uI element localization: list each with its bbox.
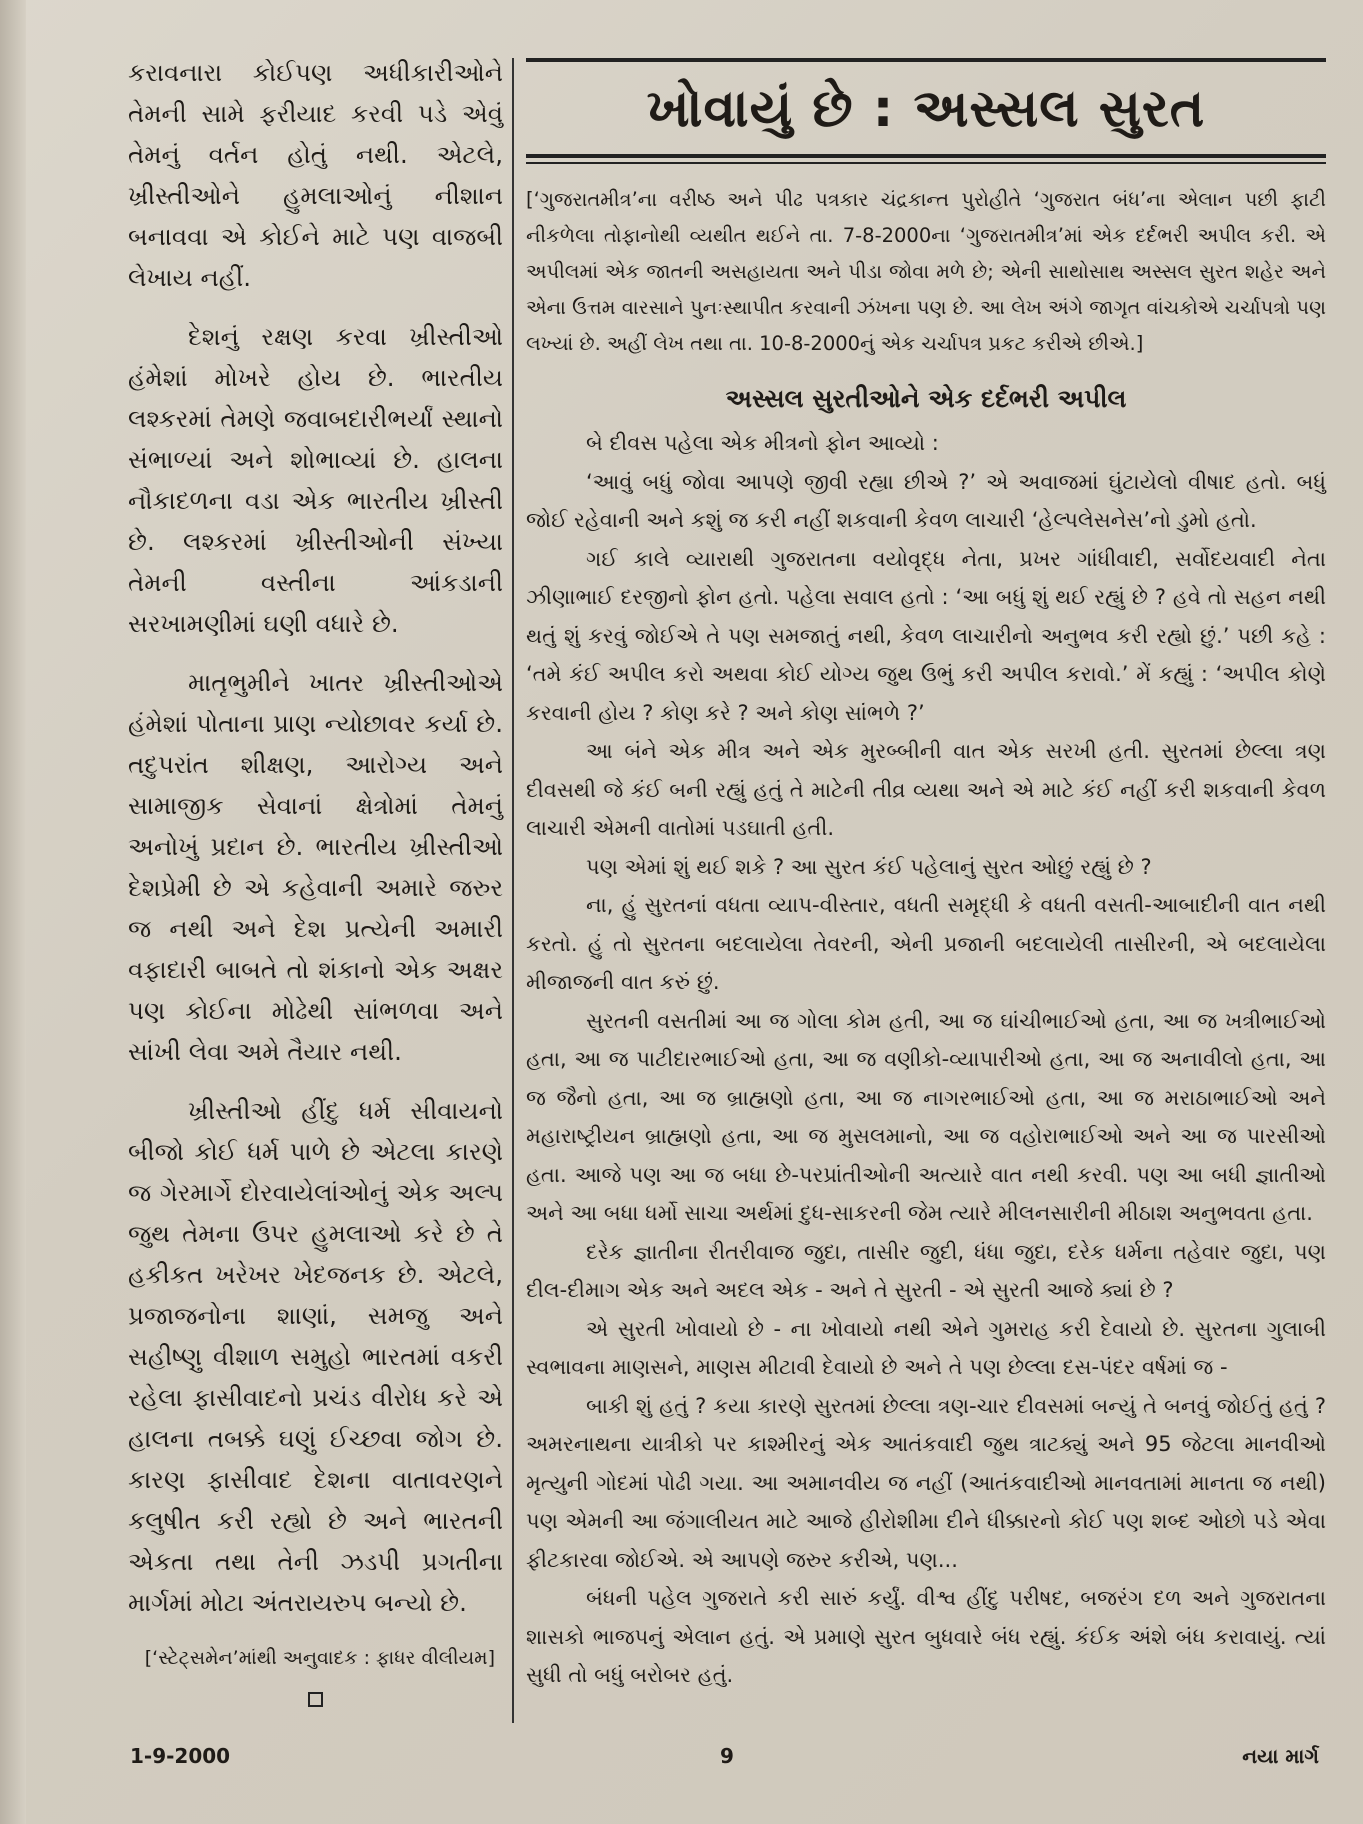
article-paragraph: દરેક જ્ઞાતીના રીતરીવાજ જુદા, તાસીર જુદી, ધંધા જુદા, દરેક ધર્મના તહેવાર જુદા, પણ દીલ-દીમાગ એક અને અદલ એક - અને તે સુરતી - એ સુરતી આજે ક્યાં છે ? bbox=[526, 1239, 1326, 1302]
article-paragraph: બંધની પહેલ ગુજરાતે કરી સારું કર્યું. વીશ્વ હીંદુ પરીષદ, બજરંગ દળ અને ગુજરાતના શાસકો ભાજપનું એલાન હતું. એ પ્રમાણે સુરત બુધવારે બંધ રહ્યું. કંઈક અંશે બંધ કરાવાયું. ત્યાં સુધી તો બધું બરોબર હતું. bbox=[526, 1586, 1326, 1687]
article-paragraph: આ બંને એક મીત્ર અને એક મુરબ્બીની વાત એક સરખી હતી. સુરતમાં છેલ્લા ત્રણ દીવસથી જે કંઈ બની રહ્યું હતું તે માટેની તીવ્ર વ્યથા અને એ માટે કંઈ નહીં કરી શકવાની કેવળ લાચારી એમની વાતોમાં પડઘાતી હતી. bbox=[526, 739, 1326, 840]
headline-top-rule bbox=[526, 58, 1326, 62]
left-paragraph-2: દેશનું રક્ષણ કરવા ખ્રીસ્તીઓ હંમેશાં મોખરે હોય છે. ભારતીય લશ્કરમાં તેમણે જવાબદારીભર્યાં સ્થાનો સંભાળ્યાં અને શોભાવ્યાં છે. હાલના નૌકાદળના વડા એક ભારતીય ખ્રીસ્તી છે. લશ્કરમાં ખ્રીસ્તીઓની સંખ્યા તેમની વસ્તીના આંકડાની સરખામણીમાં ઘણી વધારે છે. bbox=[128, 322, 503, 638]
headline-bottom-thin-rule bbox=[526, 162, 1326, 164]
end-of-article-mark bbox=[308, 1692, 323, 1707]
left-column bbox=[128, 52, 503, 1675]
left-paragraph-4: ખ્રીસ્તીઓ હીંદુ ધર્મ સીવાયનો બીજો કોઈ ધર્મ પાળે છે એટલા કારણે જ ગેરમાર્ગે દોરવાયેલાંઓનું એક અલ્પ જુથ તેમના ઉપર હુમલાઓ કરે છે તે હકીકત ખરેખર ખેદજનક છે. એટલે, પ્રજાજનોના શાણાં, સમજુ અને સહીષ્ણુ વીશાળ સમુહો ભારતમાં વકરી રહેલા ફાસીવાદનો પ્રચંડ વીરોધ કરે એ હાલના તબક્કે ઘણું ઈચ્છવા જોગ છે. કારણ ફાસીવાદ દેશના વાતાવરણને કલુષીત કરી રહ્યો છે અને ભારતની એકતા તથા તેની ઝડપી પ્રગતીના માર્ગમાં મોટા અંતરાયરુપ બન્યો છે. bbox=[128, 1096, 503, 1617]
article-paragraph: ના, હું સુરતનાં વધતા વ્યાપ-વીસ્તાર, વધતી સમૃદ્ધી કે વધતી વસતી-આબાદીની વાત નથી કરતો. હું તો સુરતના બદલાયેલા તેવરની, એની પ્રજાની બદલાયેલી તાસીરની, એ બદલાયેલા મીજાજની વાત કરું છું. bbox=[526, 893, 1326, 994]
article-paragraph: પણ એમાં શું થઈ શકે ? આ સુરત કંઈ પહેલાનું સુરત ઓછું રહ્યું છે ? bbox=[586, 854, 1152, 879]
left-paragraph-3: માતૃભુમીને ખાતર ખ્રીસ્તીઓએ હંમેશાં પોતાના પ્રાણ ન્યોછાવર કર્યા છે. તદુપરાંત શીક્ષણ, આરોગ્ય અને સામાજીક સેવાનાં ક્ષેત્રોમાં તેમનું અનોખું પ્રદાન છે. ભારતીય ખ્રીસ્તીઓ દેશપ્રેમી છે એ કહેવાની અમારે જરુર જ નથી અને દેશ પ્રત્યેની અમારી વફાદારી બાબતે તો શંકાનો એક અક્ષર પણ કોઈના મોઢેથી સાંભળવા અને સાંખી લેવા અમે તૈયાર નથી. bbox=[128, 668, 503, 1066]
article-paragraph: ગઈ કાલે વ્યારાથી ગુજરાતના વયોવૃદ્ધ નેતા, પ્રખર ગાંધીવાદી, સર્વોદયવાદી નેતા ઝીણાભાઈ દરજીનો ફોન હતો. પહેલા સવાલ હતો : ‘આ બધું શું થઈ રહ્યું છે ? હવે તો સહન નથી થતું શું કરવું જોઈએ તે પણ સમજાતું નથી, કેવળ લાચારીનો અનુભવ કરી રહ્યો છું.’ પછી કહે : ‘તમે કંઈ અપીલ કરો અથવા કોઈ યોગ્ય જુથ ઉભું કરી અપીલ કરાવો.’ મેં કહ્યું : ‘અપીલ કોણે કરવાની હોય ? કોણ કરે ? અને કોણ સાંભળે ?’ bbox=[526, 546, 1326, 725]
article-paragraph: બે દીવસ પહેલા એક મીત્રનો ફોન આવ્યો : bbox=[586, 431, 939, 455]
translator-credit: [‘સ્ટેટ્સમેન’માંથી અનુવાદક : ફાધર વીલીયમ] bbox=[144, 1647, 495, 1669]
article-body bbox=[526, 424, 1326, 1695]
article-paragraph: સુરતની વસતીમાં આ જ ગોલા કોમ હતી, આ જ ઘાંચીભાઈઓ હતા, આ જ ખત્રીભાઈઓ હતા, આ જ પાટીદારભાઈઓ હતા, આ જ વણીકો-વ્યાપારીઓ હતા, આ જ અનાવીલો હતા, આ જ જૈનો હતા, આ જ બ્રાહ્મણો હતા, આ જ નાગરભાઈઓ હતા, આ જ મરાઠાભાઈઓ અને મહારાષ્ટ્રીયન બ્રાહ્મણો હતા, આ જ મુસલમાનો, આ જ વહોરાભાઈઓ અને આ જ પારસીઓ હતા. આજે પણ આ જ બધા છે-પરપ્રાંતીઓની અત્યારે વાત નથી કરવી. પણ આ બધી જ્ઞાતીઓ અને આ બધા ધર્મો સાચા અર્થમાં દુધ-સાકરની જેમ ત્યારે મીલનસારીની મીઠાશ અનુભવતા હતા. bbox=[526, 1008, 1326, 1225]
article-intro: [‘ગુજરાતમીત્ર’ના વરીષ્ઠ અને પીઢ પત્રકાર ચંદ્રકાન્ત પુરોહીતે ‘ગુજરાત બંધ’ના એલાન પછી ફાટી નીકળેલા તોફાનોથી વ્યથીત થઈને તા. 7-8-2000ના ‘ગુજરાતમીત્ર’માં એક દર્દભરી અપીલ કરી. એ અપીલમાં એક જાતની અસહાયતા અને પીડા જોવા મળે છે; એની સાથોસાથ અસ્સલ સુરત શહેર અને એના ઉત્તમ વારસાને પુનઃસ્થાપીત કરવાની ઝંખના પણ છે. આ લેખ અંગે જાગૃત વાંચકોએ ચર્ચાપત્રો પણ લખ્યાં છે. અહીં લેખ તથા તા. 10-8-2000નું એક ચર્ચાપત્ર પ્રકટ કરીએ છીએ.] bbox=[526, 188, 1326, 355]
publication-name: નયા માર્ગ bbox=[1242, 1744, 1319, 1768]
page-footer bbox=[0, 1734, 1363, 1774]
article-subheading: અસ્સલ સુરતીઓને એક દર્દભરી અપીલ bbox=[725, 384, 1127, 413]
article-paragraph: એ સુરતી ખોવાયો છે - ના ખોવાયો નથી એને ગુમરાહ કરી દેવાયો છે. સુરતના ગુલાબી સ્વભાવના માણસને, માણસ મીટાવી દેવાયો છે અને તે પણ છેલ્લા દસ-પંદર વર્ષમાં જ - bbox=[526, 1316, 1326, 1379]
article-paragraph: ‘આવું બધું જોવા આપણે જીવી રહ્યા છીએ ?’ એ અવાજમાં ઘુંટાયેલો વીષાદ હતો. બધું જોઈ રહેવાની અને કશું જ કરી નહીં શકવાની કેવળ લાચારી ‘હેલ્પલેસનેસ’નો ડુમો હતો. bbox=[526, 469, 1326, 532]
left-paragraph-1: કરાવનારા કોઈપણ અધીકારીઓને તેમની સામે ફરીયાદ કરવી પડે એવું તેમનું વર્તન હોતું નથી. એટલે, ખ્રીસ્તીઓને હુમલાઓનું નીશાન બનાવવા એ કોઈને માટે પણ વાજબી લેખાય નહીં. bbox=[128, 58, 503, 292]
headline-bottom-rule bbox=[526, 154, 1326, 158]
column-divider bbox=[512, 58, 514, 1723]
article bbox=[526, 58, 1326, 1695]
issue-date: 1-9-2000 bbox=[130, 1744, 231, 1768]
article-headline: ખોવાયું છે : અસ્સલ સુરત bbox=[646, 79, 1206, 139]
page-number: 9 bbox=[720, 1744, 734, 1768]
torn-left-edge bbox=[0, 0, 26, 1824]
article-paragraph: બાકી શું હતું ? કયા કારણે સુરતમાં છેલ્લા ત્રણ-ચાર દીવસમાં બન્યું તે બનવું જોઈતું હતું ? અમરનાથના યાત્રીકો પર કાશ્મીરનું એક આતંકવાદી જુથ ત્રાટક્યું અને 95 જેટલા માનવીઓ મૃત્યુની ગોદમાં પોઢી ગયા. આ અમાનવીય જ નહીં (આતંકવાદીઓ માનવતામાં માનતા જ નથી) પણ એમની આ જંગાલીયત માટે આજે હીરોશીમા દીને ધીક્કારનો કોઈ પણ શબ્દ ઓછો પડે એવા ફીટકારવા જોઈએ. એ આપણે જરુર કરીએ, પણ... bbox=[526, 1393, 1326, 1572]
